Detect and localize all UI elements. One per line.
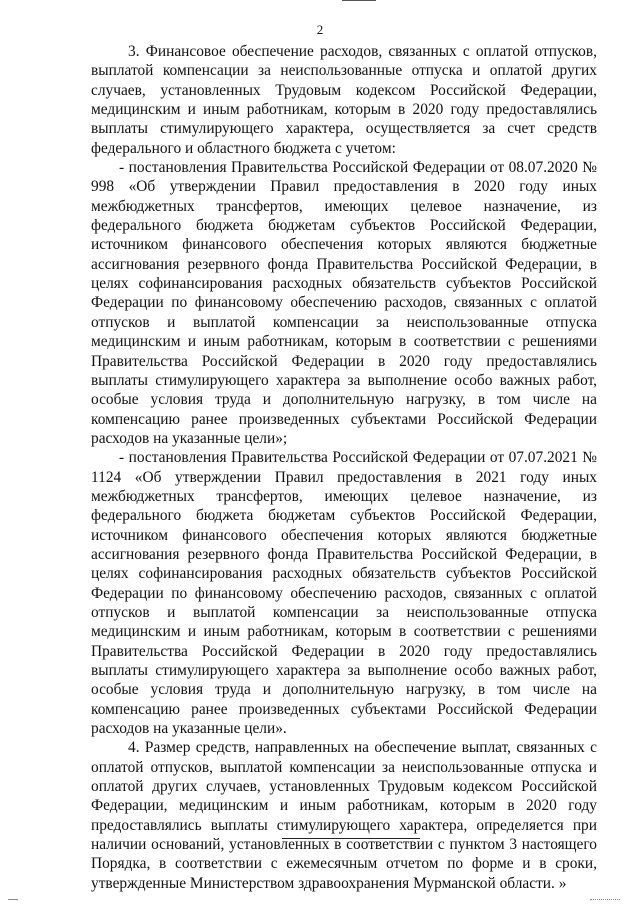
paragraph-decree-998: - постановления Правительства Российской Федерации от 08.07.2020 № 998 «Об утверждении Правил предоставления в 2020 году иных межбюджетных трансфертов, имеющих целевое назначение, из федерального бюджета бюджетам субъектов Российской Федерации, источником финансового обеспечения которых являются бюджетные ассигнования резервного фонда Правительства Российской Федерации, в целях софинансирования расходных обязательств субъектов Российской Федерации по финансовому обеспечению расходов, связанных с оплатой отпусков и выплатой компенсации за неиспользованные отпуска медицинским и иным работникам, которым в соответствии с решениями Правительства Российской Федерации в 2020 году предоставлялись выплаты стимулирующего характера за выполнение особо важных работ, особые условия труда и дополнительную нагрузку, в том числе на компенсацию ранее произведенных субъектами Российской Федерации расходов на указанные цели»;	[91, 159, 597, 447]
end-of-text-rule	[282, 838, 420, 839]
document-body	[91, 42, 597, 893]
paragraph-3-financing: 3. Финансовое обеспечение расходов, связанных с оплатой отпусков, выплатой компенсации за неиспользованные отпуска и оплатой других случаев, установленных Трудовым кодексом Российской Федерации, медицинским и иным работникам, которым в 2020 году предоставлялись выплаты стимулирующего характера, осуществляется за счет средств федерального и областного бюджета с учетом:	[91, 43, 597, 157]
scan-corner-mark-left	[8, 899, 18, 900]
paragraph-decree-1124: - постановления Правительства Российской Федерации от 07.07.2021 № 1124 «Об утверждении Правил предоставления в 2021 году иных межбюджетных трансфертов, имеющих целевое назначение, из федерального бюджета бюджетам субъектов Российской Федерации, источником финансового обеспечения которых являются бюджетные ассигнования резервного фонда Правительства Российской Федерации, в целях софинансирования расходных обязательств субъектов Российской Федерации по финансовому обеспечению расходов, связанных с оплатой отпусков и выплатой компенсации за неиспользованные отпуска медицинским и иным работникам, которым в соответствии с решениями Правительства Российской Федерации в 2020 году предоставлялись выплаты стимулирующего характера за выполнение особо важных работ, особые условия труда и дополнительную нагрузку, в том числе на компенсацию ранее произведенных субъектами Российской Федерации расходов на указанные цели».	[91, 449, 597, 738]
page-number: 2	[316, 22, 324, 37]
scan-corner-mark-right	[590, 899, 620, 900]
top-edge-mark	[342, 0, 376, 2]
paragraph-4-amount: 4. Размер средств, направленных на обеспечение выплат, связанных с оплатой отпусков, выплатой компенсации за неиспользованные отпуска и оплатой других случаев, установленных Трудовым кодексом Российской Федерации, медицинским и иным работникам, которым в 2020 году предоставлялись выплаты стимулирующего характера, определяется при наличии оснований, установленных в соответствии с пунктом 3 настоящего Порядка, в соответствии с ежемесячным отчетом по форме и в сроки, утвержденные Министерством здравоохранения Мурманской области. »	[91, 739, 597, 892]
